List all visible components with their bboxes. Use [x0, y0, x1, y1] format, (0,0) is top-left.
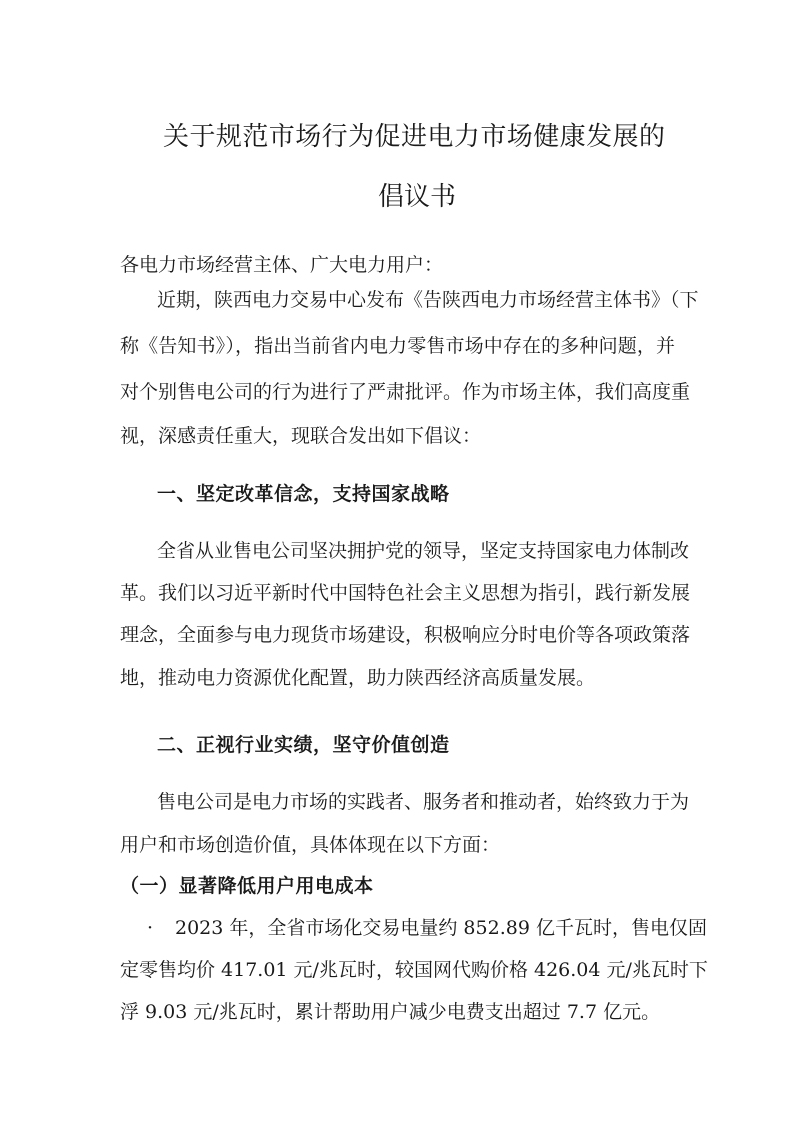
section-2-line: 售电公司是电力市场的实践者、服务者和推动者，始终致力于为 [157, 791, 690, 813]
section-1-line: 全省从业售电公司坚决拥护党的领导，坚定支持国家电力体制改 [157, 540, 690, 562]
intro-line: 称《告知书》），指出当前省内电力零售市场中存在的多种问题，并 [120, 335, 675, 357]
section-2-heading: 二、正视行业实绩，坚守价值创造 [157, 734, 450, 756]
section-1-line: 理念，全面参与电力现货市场建设，积极响应分时电价等各项政策落 [120, 624, 691, 646]
intro-line: 对个别售电公司的行为进行了严肃批评。作为市场主体，我们高度重 [120, 381, 691, 403]
document-title-line-2: 倡议书 [378, 182, 457, 212]
bullet-line: 浮 9.03 元/兆瓦时，累计帮助用户减少电费支出超过 7.7 亿元。 [120, 1001, 661, 1023]
section-1-line: 地，推动电力资源优化配置，助力陕西经济高质量发展。 [120, 667, 596, 689]
bullet-marker: · [147, 917, 154, 939]
salutation: 各电力市场经营主体、广大电力用户： [120, 254, 444, 276]
section-1-heading: 一、坚定改革信念，支持国家战略 [157, 483, 450, 505]
document-title-line-1: 关于规范市场行为促进电力市场健康发展的 [163, 122, 665, 152]
bullet-line: 定零售均价 417.01 元/兆瓦时，较国网代购价格 426.04 元/兆瓦时下 [120, 959, 708, 981]
intro-line: 视，深感责任重大，现联合发出如下倡议： [120, 425, 482, 447]
section-1-line: 革。我们以习近平新时代中国特色社会主义思想为指引，践行新发展 [120, 582, 691, 604]
bullet-line: 2023 年，全省市场化交易电量约 852.89 亿千瓦时，售电仅固 [175, 917, 707, 939]
section-2-line: 用户和市场创造价值，具体体现在以下方面： [120, 834, 501, 856]
intro-line: 近期，陕西电力交易中心发布《告陕西电力市场经营主体书》（下 [157, 289, 699, 311]
subsection-1-heading: （一）显著降低用户用电成本 [120, 875, 374, 897]
